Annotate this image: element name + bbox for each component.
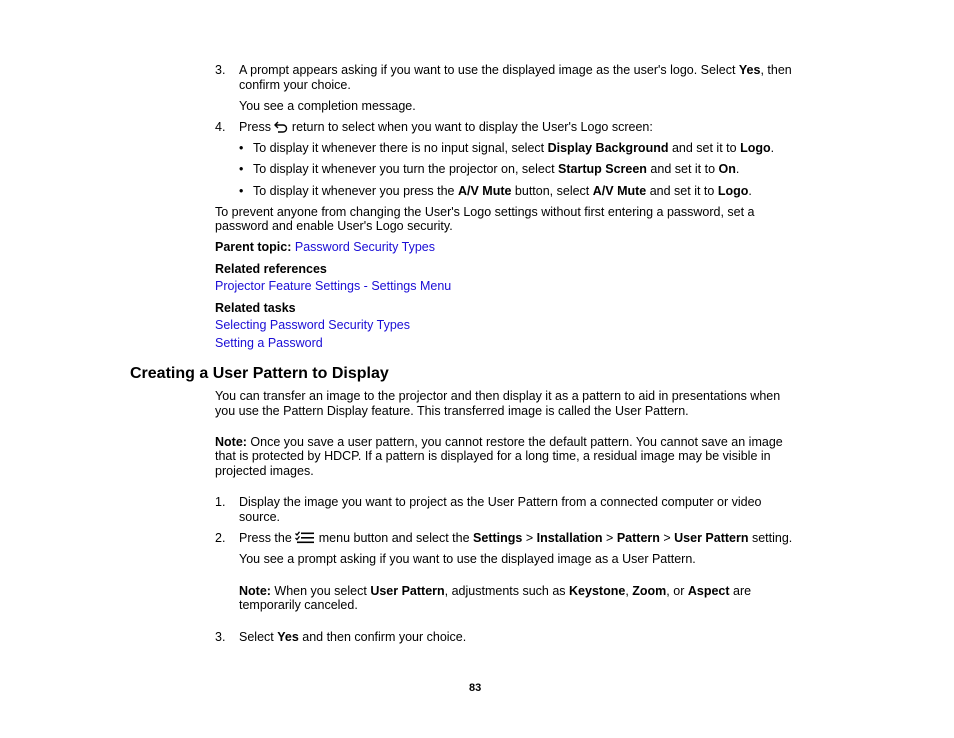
page-number: 83 [469, 682, 482, 694]
text: and set it to [668, 141, 741, 155]
bold-text: Zoom [632, 584, 667, 598]
step-text [239, 531, 792, 546]
text: , adjustments such as [444, 584, 570, 598]
note: temporarily canceled. [239, 598, 358, 612]
bold-text: Aspect [687, 584, 730, 598]
text: Select [239, 630, 278, 644]
bold-text: On [718, 162, 736, 176]
text: are [729, 584, 752, 598]
paragraph: you use the Pattern Display feature. This transferred image is called the User Pattern. [215, 404, 689, 418]
bullet-item [253, 184, 752, 199]
text: Press the [239, 531, 296, 545]
related-reference-link[interactable]: Projector Feature Settings - Settings Menu [215, 279, 452, 293]
step-text: source. [239, 510, 280, 524]
bold-text: Logo [717, 184, 749, 198]
paragraph: You can transfer an image to the projector and then display it as a pattern to aid in presentations when [215, 389, 781, 403]
return-arrow-icon [274, 121, 288, 133]
text: , or [666, 584, 688, 598]
parent-topic-label: Parent topic: [215, 240, 292, 254]
step-number: 1. [215, 495, 226, 509]
step-result: You see a prompt asking if you want to use the displayed image as a User Pattern. [239, 552, 696, 566]
text: return to select when you want to display the User's Logo screen: [288, 120, 653, 134]
step-result: You see a completion message. [239, 99, 416, 113]
bold-text: Display Background [547, 141, 669, 155]
text: To display it whenever you press the [253, 184, 458, 198]
note-label: Note: [215, 435, 247, 449]
text: . [770, 141, 775, 155]
bullet-item [253, 162, 739, 177]
bold-text: A/V Mute [457, 184, 512, 198]
bold-text: Yes [277, 630, 299, 644]
related-references-label: Related references [215, 262, 327, 276]
text: button, select [511, 184, 593, 198]
bullet-marker: • [239, 184, 244, 198]
text: and set it to [646, 184, 718, 198]
text: To display it whenever there is no input signal, select [253, 141, 548, 155]
note-label: Note: [239, 584, 271, 598]
step-text: Display the image you want to project as the User Pattern from a connected computer or video [239, 495, 762, 509]
text: Press [239, 120, 275, 134]
step-text: confirm your choice. [239, 78, 351, 92]
bold-text: Keystone [569, 584, 626, 598]
step-text [239, 630, 466, 645]
parent-topic [215, 240, 435, 255]
bold-text: User Pattern [674, 531, 749, 545]
text: . [748, 184, 752, 198]
text: Once you save a user pattern, you cannot restore the default pattern. You cannot save an image [246, 435, 783, 449]
parent-topic-link[interactable]: Password Security Types [294, 240, 435, 254]
bold-text: Logo [740, 141, 771, 155]
step-text [239, 120, 653, 135]
related-tasks-label: Related tasks [215, 301, 296, 315]
text: , then [760, 63, 792, 77]
step-number: 2. [215, 531, 226, 545]
text: > [522, 531, 537, 545]
bold-text: Installation [536, 531, 603, 545]
step-text [239, 63, 792, 78]
text: , [625, 584, 633, 598]
bold-text: Startup Screen [558, 162, 647, 176]
bullet-marker: • [239, 141, 244, 155]
paragraph: To prevent anyone from changing the User's Logo settings without first entering a password, set a [215, 205, 755, 219]
step-number: 3. [215, 630, 226, 644]
bold-text: Yes [738, 63, 761, 77]
text: . [735, 162, 740, 176]
step-number: 3. [215, 63, 226, 77]
paragraph: password and enable User's Logo security. [215, 219, 453, 233]
note [215, 435, 783, 450]
bullet-item [253, 141, 774, 156]
bold-text: Settings [473, 531, 523, 545]
bold-text: Pattern [616, 531, 660, 545]
bold-text: A/V Mute [592, 184, 647, 198]
text: and set it to [646, 162, 719, 176]
bold-text: User Pattern [370, 584, 445, 598]
bullet-marker: • [239, 162, 244, 176]
note: projected images. [215, 464, 314, 478]
text: menu button and select the [315, 531, 474, 545]
text: setting. [748, 531, 793, 545]
text: When you select [270, 584, 371, 598]
text: > [659, 531, 675, 545]
section-heading: Creating a User Pattern to Display [130, 365, 389, 382]
text: and then confirm your choice. [298, 630, 467, 644]
related-task-link[interactable]: Selecting Password Security Types [215, 318, 411, 332]
menu-icon [295, 531, 315, 544]
text: To display it whenever you turn the projector on, select [253, 162, 559, 176]
text: > [602, 531, 617, 545]
note [239, 584, 751, 599]
text: A prompt appears asking if you want to use the displayed image as the user's logo. Select [239, 63, 739, 77]
step-number: 4. [215, 120, 226, 134]
note: that is protected by HDCP. If a pattern is displayed for a long time, a residual image may be visible in [215, 449, 771, 463]
related-task-link[interactable]: Setting a Password [215, 336, 323, 350]
